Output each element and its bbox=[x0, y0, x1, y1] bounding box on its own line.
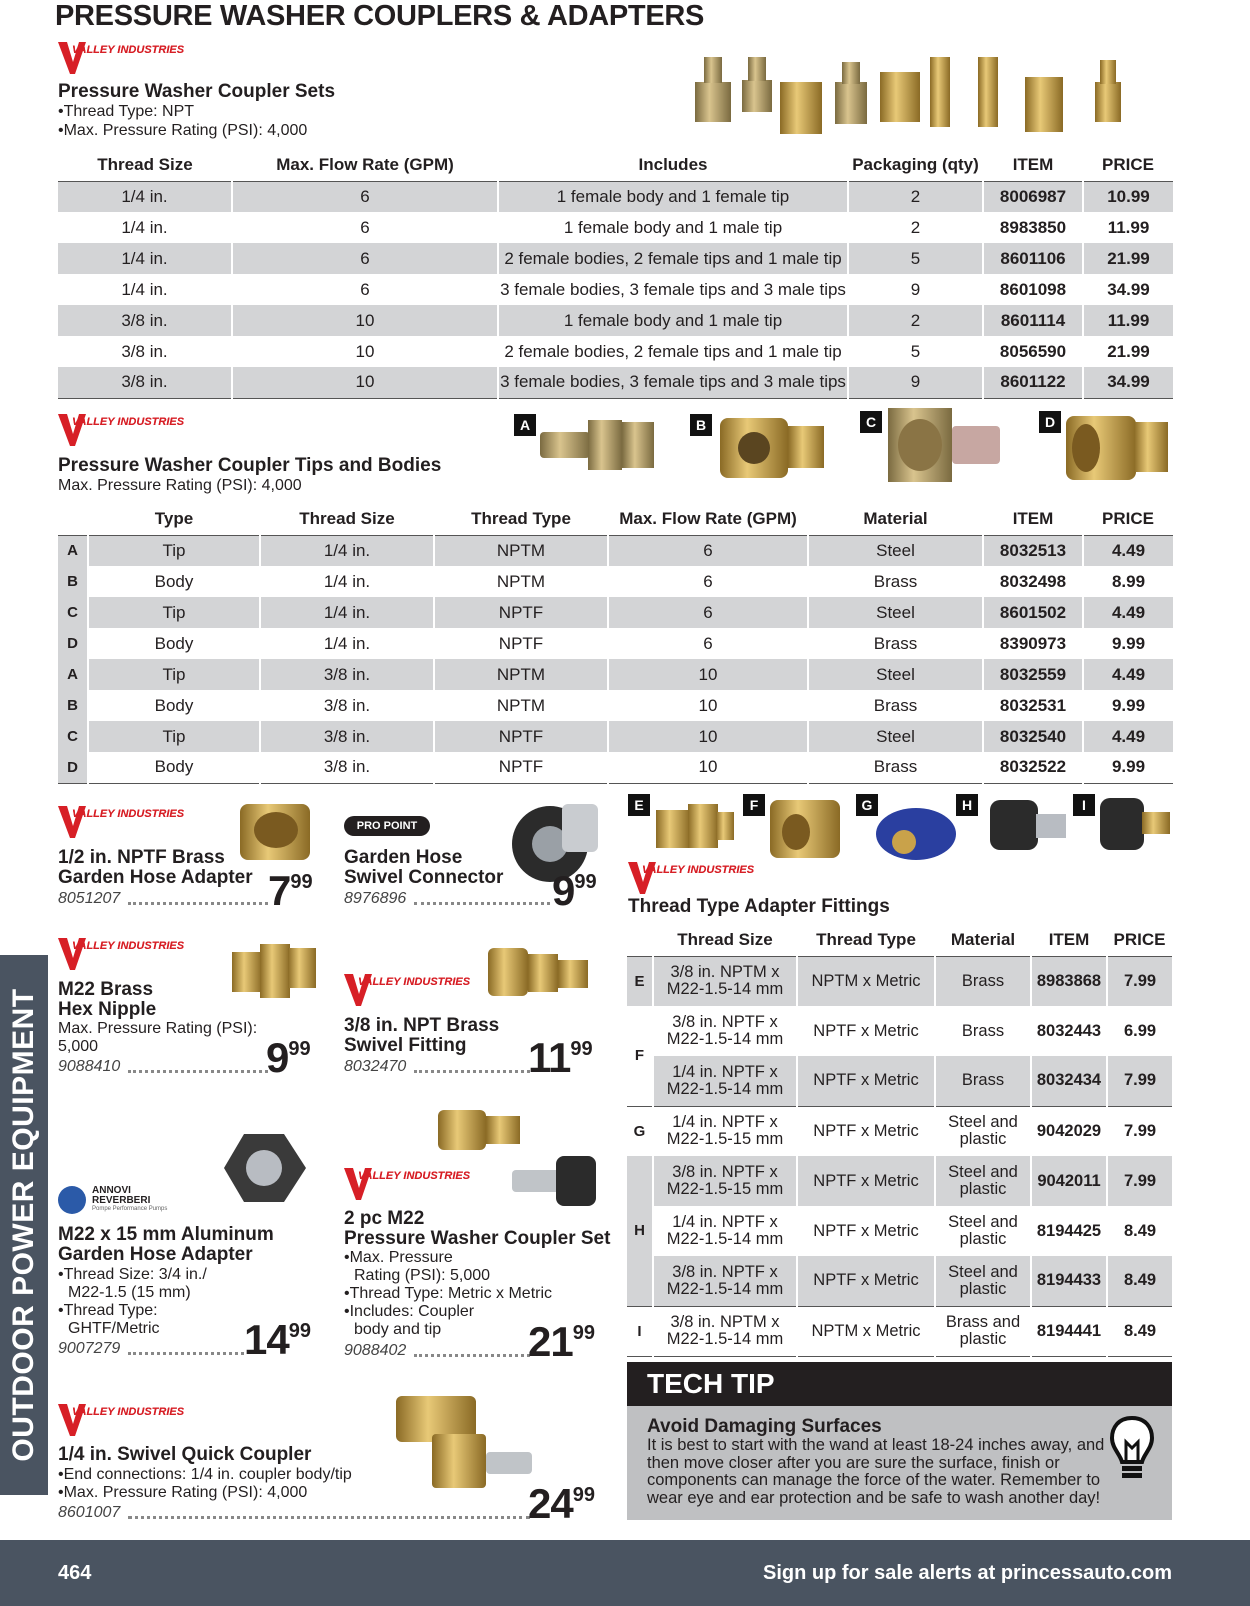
cell: 6 bbox=[608, 628, 808, 659]
price: 8.99 bbox=[1111, 571, 1146, 591]
product-title: 2 pc M22 bbox=[344, 1208, 425, 1229]
cell: 1/4 in. bbox=[58, 212, 232, 243]
cell: 3 female bodies, 3 female tips and 3 male tips bbox=[498, 367, 848, 398]
item-number: 8032498 bbox=[983, 566, 1083, 597]
sku: 8976896 bbox=[344, 890, 407, 907]
row-letter: D bbox=[58, 752, 88, 783]
cell: Steel and plastic bbox=[935, 1256, 1031, 1306]
table-row bbox=[58, 752, 1173, 783]
price: 11.99 bbox=[1083, 305, 1173, 336]
cell: 9 bbox=[848, 274, 983, 305]
col-header: Thread Size bbox=[260, 503, 434, 535]
cell: 6 bbox=[608, 535, 808, 566]
item-number: 8032513 bbox=[983, 535, 1083, 566]
cell: Brass bbox=[935, 1056, 1031, 1106]
table-row bbox=[58, 566, 1173, 597]
item-number: 8601106 bbox=[983, 243, 1083, 274]
price: 34.99 bbox=[1083, 367, 1173, 398]
table-row bbox=[58, 597, 1173, 628]
cell: 2 female bodies, 2 female tips and 1 male tip bbox=[498, 336, 848, 367]
product-title: Swivel Fitting bbox=[344, 1035, 467, 1056]
product-title: Garden Hose Adapter bbox=[58, 867, 253, 888]
tech-tip-heading: TECH TIP bbox=[627, 1362, 1172, 1406]
table-row bbox=[627, 1156, 1172, 1206]
price: 6.99 bbox=[1123, 1021, 1157, 1040]
cell: Steel and plastic bbox=[935, 1106, 1031, 1156]
cell: Steel and plastic bbox=[935, 1206, 1031, 1256]
coupler-set-image bbox=[690, 52, 1150, 140]
product-title: M22 x 15 mm Aluminum bbox=[58, 1224, 274, 1245]
cell: NPTM bbox=[434, 535, 608, 566]
cell: 3 female bodies, 3 female tips and 3 male tips bbox=[498, 274, 848, 305]
col-header: PRICE bbox=[1083, 149, 1173, 181]
item-number: 8006987 bbox=[983, 181, 1083, 212]
cell: 3/8 in. NPTM x M22-1.5-14 mm bbox=[653, 1306, 797, 1356]
product-title: 1/2 in. NPTF Brass bbox=[58, 847, 225, 868]
coupler-sets-table bbox=[58, 149, 1173, 399]
cell: 10 bbox=[608, 690, 808, 721]
product-bullet: M22-1.5 (15 mm) bbox=[68, 1284, 191, 1301]
fitting-h-image bbox=[986, 794, 1070, 854]
badge-i: I bbox=[1073, 794, 1095, 816]
item-number: 8032434 bbox=[1031, 1056, 1107, 1106]
product-bullet: Rating (PSI): 5,000 bbox=[354, 1267, 491, 1284]
badge-c: C bbox=[860, 411, 882, 433]
leader-dots bbox=[128, 1070, 268, 1073]
annovi-logo-icon bbox=[58, 1186, 86, 1214]
footer bbox=[0, 1540, 1250, 1606]
cell: NPTF x Metric bbox=[797, 1156, 935, 1206]
cell: 3/8 in. bbox=[58, 305, 232, 336]
col-header: Packaging (qty) bbox=[848, 149, 983, 181]
page-number: 464 bbox=[58, 1562, 92, 1584]
col-header: Thread Size bbox=[653, 924, 797, 956]
cell: 10 bbox=[608, 659, 808, 690]
price: 21.99 bbox=[1083, 243, 1173, 274]
table-row bbox=[58, 721, 1173, 752]
page-title: PRESSURE WASHER COUPLERS & ADAPTERS bbox=[55, 0, 705, 32]
product-bullet: •Max. Pressure bbox=[344, 1249, 453, 1266]
product-bullet: •Thread Size: 3/4 in./ bbox=[58, 1266, 207, 1283]
tech-tip-title: Avoid Damaging Surfaces bbox=[647, 1416, 882, 1437]
annovi-logo-text: ANNOVI REVERBERI bbox=[92, 1185, 151, 1206]
cell: Body bbox=[88, 752, 260, 783]
section1-bullet: •Thread Type: NPT bbox=[58, 103, 195, 120]
cell: 3/8 in. bbox=[260, 721, 434, 752]
cell: 2 bbox=[848, 181, 983, 212]
section2-title: Pressure Washer Coupler Tips and Bodies bbox=[58, 455, 442, 476]
annovi-logo-tagline: Pompe Performance Pumps bbox=[92, 1206, 168, 1212]
pro-point-logo: PRO POINT bbox=[344, 816, 430, 836]
product-title: Hex Nipple bbox=[58, 999, 157, 1020]
col-header: Type bbox=[88, 503, 260, 535]
item-number: 8032540 bbox=[983, 721, 1083, 752]
product-title: 3/8 in. NPT Brass bbox=[344, 1015, 500, 1036]
cell: 1/4 in. bbox=[260, 628, 434, 659]
fitting-i-image bbox=[1096, 794, 1174, 854]
fitting-e-image bbox=[652, 796, 736, 856]
price: 9.99 bbox=[1111, 633, 1146, 653]
leader-dots bbox=[128, 902, 268, 905]
cell: 6 bbox=[232, 181, 498, 212]
price: 8.49 bbox=[1123, 1221, 1157, 1240]
lightbulb-icon bbox=[1108, 1414, 1156, 1484]
item-number: 8194425 bbox=[1031, 1206, 1107, 1256]
cell: 3/8 in. NPTF x M22-1.5-14 mm bbox=[653, 1006, 797, 1056]
price: 7.99 bbox=[1107, 1106, 1172, 1156]
cell: NPTF x Metric bbox=[797, 1206, 935, 1256]
product-bullet: •Thread Type: Metric x Metric bbox=[344, 1285, 553, 1302]
table-row bbox=[627, 1206, 1172, 1256]
section1-title: Pressure Washer Coupler Sets bbox=[58, 81, 336, 102]
price-tag: $9^{99}$ bbox=[552, 867, 597, 914]
leader-dots bbox=[128, 1352, 244, 1355]
product-bullet: body and tip bbox=[354, 1321, 442, 1338]
row-letter: A bbox=[58, 535, 88, 566]
tips-bodies-table bbox=[58, 503, 1173, 784]
table-row bbox=[58, 659, 1173, 690]
badge-f: F bbox=[743, 794, 765, 816]
table-row bbox=[627, 1006, 1172, 1056]
item-number: 8601502 bbox=[983, 597, 1083, 628]
section3-title: Thread Type Adapter Fittings bbox=[628, 896, 890, 917]
table-row bbox=[58, 243, 1173, 274]
tip-a-image bbox=[536, 402, 660, 488]
cell: Steel bbox=[808, 535, 983, 566]
section2-subtitle: Max. Pressure Rating (PSI): 4,000 bbox=[58, 477, 302, 494]
cell: Steel and plastic bbox=[935, 1156, 1031, 1206]
product-title: Swivel Connector bbox=[344, 867, 504, 888]
cell: 1/4 in. NPTF x M22-1.5-15 mm bbox=[653, 1106, 797, 1156]
item-number: 8194441 bbox=[1031, 1306, 1107, 1356]
cell: 6 bbox=[232, 212, 498, 243]
garden-hose-adapter-image bbox=[236, 796, 316, 866]
row-letter: C bbox=[58, 721, 88, 752]
cell: 3/8 in. bbox=[58, 336, 232, 367]
product-title: M22 Brass bbox=[58, 979, 154, 1000]
price: 21.99 bbox=[1107, 341, 1150, 361]
product-title: Pressure Washer Coupler Set bbox=[344, 1228, 611, 1249]
cell: 10 bbox=[232, 336, 498, 367]
table-row bbox=[627, 1306, 1172, 1356]
price: 34.99 bbox=[1107, 279, 1150, 299]
row-letter: D bbox=[58, 628, 88, 659]
cell: 1/4 in. bbox=[58, 274, 232, 305]
price-tag: $11^{99}$ bbox=[528, 1034, 593, 1081]
cell: NPTF bbox=[434, 752, 608, 783]
fitting-g-image bbox=[870, 800, 962, 868]
badge-a: A bbox=[514, 414, 536, 436]
col-header: ITEM bbox=[983, 149, 1083, 181]
row-letter: B bbox=[58, 566, 88, 597]
signup-link[interactable]: Sign up for sale alerts at princessauto.com bbox=[762, 1562, 1172, 1584]
cell: Brass bbox=[935, 1006, 1031, 1056]
cell: Tip bbox=[88, 535, 260, 566]
item-number: 9042029 bbox=[1031, 1106, 1107, 1156]
cell: Brass bbox=[808, 752, 983, 783]
row-letter: F bbox=[627, 1006, 653, 1106]
m22-coupler-set-image bbox=[432, 1104, 602, 1212]
cell: Tip bbox=[88, 597, 260, 628]
cell: 3/8 in. bbox=[260, 752, 434, 783]
price: 4.49 bbox=[1083, 659, 1173, 690]
table-row bbox=[58, 336, 1173, 367]
product-desc: 5,000 bbox=[58, 1038, 99, 1055]
cell: 3/8 in. bbox=[58, 367, 232, 398]
table-row bbox=[58, 305, 1173, 336]
body-b-image bbox=[716, 402, 828, 488]
cell: 1 female body and 1 male tip bbox=[498, 212, 848, 243]
price: 7.99 bbox=[1107, 1056, 1172, 1106]
cell: 10 bbox=[232, 367, 498, 398]
cell: NPTM x Metric bbox=[797, 1306, 935, 1356]
hex-nipple-image bbox=[228, 932, 320, 1004]
adapter-fittings-table bbox=[627, 924, 1172, 1357]
body-d-image bbox=[1062, 402, 1172, 488]
product-bullet: •Includes: Coupler bbox=[344, 1303, 475, 1320]
price-tag: $9^{99}$ bbox=[266, 1034, 311, 1081]
cell: 1/4 in. bbox=[260, 566, 434, 597]
price: 8.49 bbox=[1107, 1306, 1172, 1356]
product-bullet: •End connections: 1/4 in. coupler body/tip bbox=[58, 1466, 352, 1483]
cell: NPTF x Metric bbox=[797, 1256, 935, 1306]
table-row bbox=[627, 1256, 1172, 1306]
cell: 1/4 in. bbox=[260, 597, 434, 628]
product-bullet: GHTF/Metric bbox=[68, 1320, 160, 1337]
product-title: Garden Hose Adapter bbox=[58, 1244, 253, 1265]
col-header: Material bbox=[935, 924, 1031, 956]
leader-dots bbox=[414, 1070, 530, 1073]
cell: NPTM bbox=[434, 659, 608, 690]
col-header: Thread Type bbox=[434, 503, 608, 535]
cell: Brass bbox=[808, 690, 983, 721]
cell: NPTF x Metric bbox=[797, 1056, 935, 1106]
cell: 1/4 in. NPTF x M22-1.5-14 mm bbox=[653, 1056, 797, 1106]
product-title: 1/4 in. Swivel Quick Coupler bbox=[58, 1444, 312, 1465]
price: 10.99 bbox=[1083, 181, 1173, 212]
item-number: 8601098 bbox=[983, 274, 1083, 305]
item-number: 8056590 bbox=[983, 336, 1083, 367]
col-header: PRICE bbox=[1107, 924, 1172, 956]
table-row bbox=[58, 367, 1173, 398]
cell: 2 bbox=[848, 305, 983, 336]
col-header: Max. Flow Rate (GPM) bbox=[232, 149, 498, 181]
row-letter: A bbox=[58, 659, 88, 690]
badge-h: H bbox=[956, 794, 978, 816]
row-letter: C bbox=[58, 597, 88, 628]
col-header: PRICE bbox=[1083, 503, 1173, 535]
price-tag: $21^{99}$ bbox=[528, 1318, 595, 1365]
cell: 3/8 in. NPTM x M22-1.5-14 mm bbox=[653, 956, 797, 1006]
badge-e: E bbox=[628, 794, 650, 816]
cell: NPTF bbox=[434, 721, 608, 752]
swivel-fitting-image bbox=[484, 938, 592, 1004]
cell: NPTF x Metric bbox=[797, 1006, 935, 1056]
sku: 9088410 bbox=[58, 1058, 121, 1075]
cell: 5 bbox=[848, 243, 983, 274]
swivel-quick-coupler-image bbox=[392, 1390, 562, 1494]
cell: NPTF bbox=[434, 628, 608, 659]
category-side-tab: OUTDOOR POWER EQUIPMENT bbox=[0, 955, 48, 1495]
col-header: ITEM bbox=[1031, 924, 1107, 956]
col-header: Material bbox=[808, 503, 983, 535]
badge-b: B bbox=[690, 414, 712, 436]
cell: NPTM x Metric bbox=[797, 956, 935, 1006]
cell: Tip bbox=[88, 721, 260, 752]
badge-d: D bbox=[1039, 411, 1061, 433]
cell: Brass and plastic bbox=[935, 1306, 1031, 1356]
table-row bbox=[58, 535, 1173, 566]
item-number: 8983868 bbox=[1031, 956, 1107, 1006]
item-number: 8032443 bbox=[1031, 1006, 1107, 1056]
sku: 9088402 bbox=[344, 1342, 407, 1359]
price: 8.49 bbox=[1107, 1256, 1172, 1306]
cell: 1/4 in. bbox=[58, 243, 232, 274]
cell: NPTM bbox=[434, 566, 608, 597]
row-letter: E bbox=[627, 956, 653, 1006]
cell: 3/8 in. bbox=[260, 659, 434, 690]
cell: Steel bbox=[808, 597, 983, 628]
item-number: 8390973 bbox=[983, 628, 1083, 659]
item-number: 8601122 bbox=[983, 367, 1083, 398]
row-letter: I bbox=[627, 1306, 653, 1356]
cell: NPTM bbox=[434, 690, 608, 721]
cell: 1/4 in. NPTF x M22-1.5-14 mm bbox=[653, 1206, 797, 1256]
item-number: 8032531 bbox=[983, 690, 1083, 721]
product-bullet: •Max. Pressure Rating (PSI): 4,000 bbox=[58, 1484, 308, 1501]
price: 7.99 bbox=[1107, 1156, 1172, 1206]
cell: Steel bbox=[808, 721, 983, 752]
cell: 1/4 in. bbox=[58, 181, 232, 212]
price: 4.49 bbox=[1083, 721, 1173, 752]
sku: 8032470 bbox=[344, 1058, 407, 1075]
cell: 6 bbox=[608, 597, 808, 628]
item-number: 8194433 bbox=[1031, 1256, 1107, 1306]
aluminum-adapter-image bbox=[214, 1128, 314, 1208]
product-desc: Max. Pressure Rating (PSI): bbox=[58, 1020, 258, 1037]
cell: 1/4 in. bbox=[260, 535, 434, 566]
cell: 10 bbox=[608, 721, 808, 752]
product-bullet: •Thread Type: bbox=[58, 1302, 158, 1319]
row-letter: B bbox=[58, 690, 88, 721]
item-number: 9042011 bbox=[1031, 1156, 1107, 1206]
row-letter: G bbox=[627, 1106, 653, 1156]
col-header: Includes bbox=[498, 149, 848, 181]
sku: 8601007 bbox=[58, 1504, 121, 1521]
cell: NPTF bbox=[434, 597, 608, 628]
table-row bbox=[58, 628, 1173, 659]
price-tag: $14^{99}$ bbox=[244, 1316, 311, 1363]
cell: 5 bbox=[848, 336, 983, 367]
price: 11.99 bbox=[1107, 217, 1150, 237]
table-row bbox=[627, 1056, 1172, 1106]
col-header bbox=[627, 924, 653, 956]
leader-dots bbox=[414, 1354, 530, 1357]
item-number: 8601114 bbox=[983, 305, 1083, 336]
badge-g: G bbox=[856, 794, 878, 816]
table-row bbox=[58, 274, 1173, 305]
cell: 1 female body and 1 female tip bbox=[498, 181, 848, 212]
table-row bbox=[58, 212, 1173, 243]
cell: NPTF x Metric bbox=[797, 1106, 935, 1156]
cell: 10 bbox=[608, 752, 808, 783]
cell: 3/8 in. NPTF x M22-1.5-14 mm bbox=[653, 1256, 797, 1306]
col-header: ITEM bbox=[983, 503, 1083, 535]
tip-c-image bbox=[884, 402, 1004, 488]
price: 4.49 bbox=[1083, 535, 1173, 566]
price: 9.99 bbox=[1111, 695, 1146, 715]
col-header: Max. Flow Rate (GPM) bbox=[608, 503, 808, 535]
item-number: 8032522 bbox=[983, 752, 1083, 783]
cell: Tip bbox=[88, 659, 260, 690]
cell: Brass bbox=[808, 628, 983, 659]
tech-tip-box bbox=[627, 1362, 1172, 1520]
col-header: Thread Size bbox=[58, 149, 232, 181]
cell: Body bbox=[88, 690, 260, 721]
table-row bbox=[627, 1106, 1172, 1156]
price-tag: $7^{99}$ bbox=[268, 867, 313, 914]
cell: Body bbox=[88, 566, 260, 597]
cell: 3/8 in. NPTF x M22-1.5-15 mm bbox=[653, 1156, 797, 1206]
cell: 10 bbox=[232, 305, 498, 336]
cell: 3/8 in. bbox=[260, 690, 434, 721]
table-row bbox=[58, 181, 1173, 212]
row-letter: H bbox=[627, 1156, 653, 1306]
price: 9.99 bbox=[1083, 752, 1173, 783]
cell: 6 bbox=[232, 274, 498, 305]
price: 4.49 bbox=[1083, 597, 1173, 628]
item-number: 8983850 bbox=[983, 212, 1083, 243]
cell: 2 female bodies, 2 female tips and 1 male tip bbox=[498, 243, 848, 274]
section1-bullet: •Max. Pressure Rating (PSI): 4,000 bbox=[58, 122, 308, 139]
fitting-f-image bbox=[764, 794, 854, 864]
sku: 8051207 bbox=[58, 890, 121, 907]
col-header: Thread Type bbox=[797, 924, 935, 956]
product-title: Garden Hose bbox=[344, 847, 463, 868]
cell: Body bbox=[88, 628, 260, 659]
price: 7.99 bbox=[1107, 956, 1172, 1006]
table-row bbox=[627, 956, 1172, 1006]
cell: Brass bbox=[935, 956, 1031, 1006]
leader-dots bbox=[128, 1516, 530, 1519]
cell: 9 bbox=[848, 367, 983, 398]
cell: 1 female body and 1 male tip bbox=[498, 305, 848, 336]
leader-dots bbox=[414, 902, 550, 905]
price-tag: $24^{99}$ bbox=[528, 1480, 595, 1527]
tech-tip-body: It is best to start with the wand at least 18-24 inches away, and then move closer after you are sure the surface, finish or components can manage the force of the water. Remember to wear eye and ear protection and be safe to wash another day! bbox=[647, 1436, 1105, 1507]
col-header bbox=[58, 503, 88, 535]
cell: 6 bbox=[232, 243, 498, 274]
cell: 6 bbox=[608, 566, 808, 597]
cell: Brass bbox=[808, 566, 983, 597]
cell: Steel bbox=[808, 659, 983, 690]
table-row bbox=[58, 690, 1173, 721]
cell: 2 bbox=[848, 212, 983, 243]
item-number: 8032559 bbox=[983, 659, 1083, 690]
sku: 9007279 bbox=[58, 1340, 121, 1357]
